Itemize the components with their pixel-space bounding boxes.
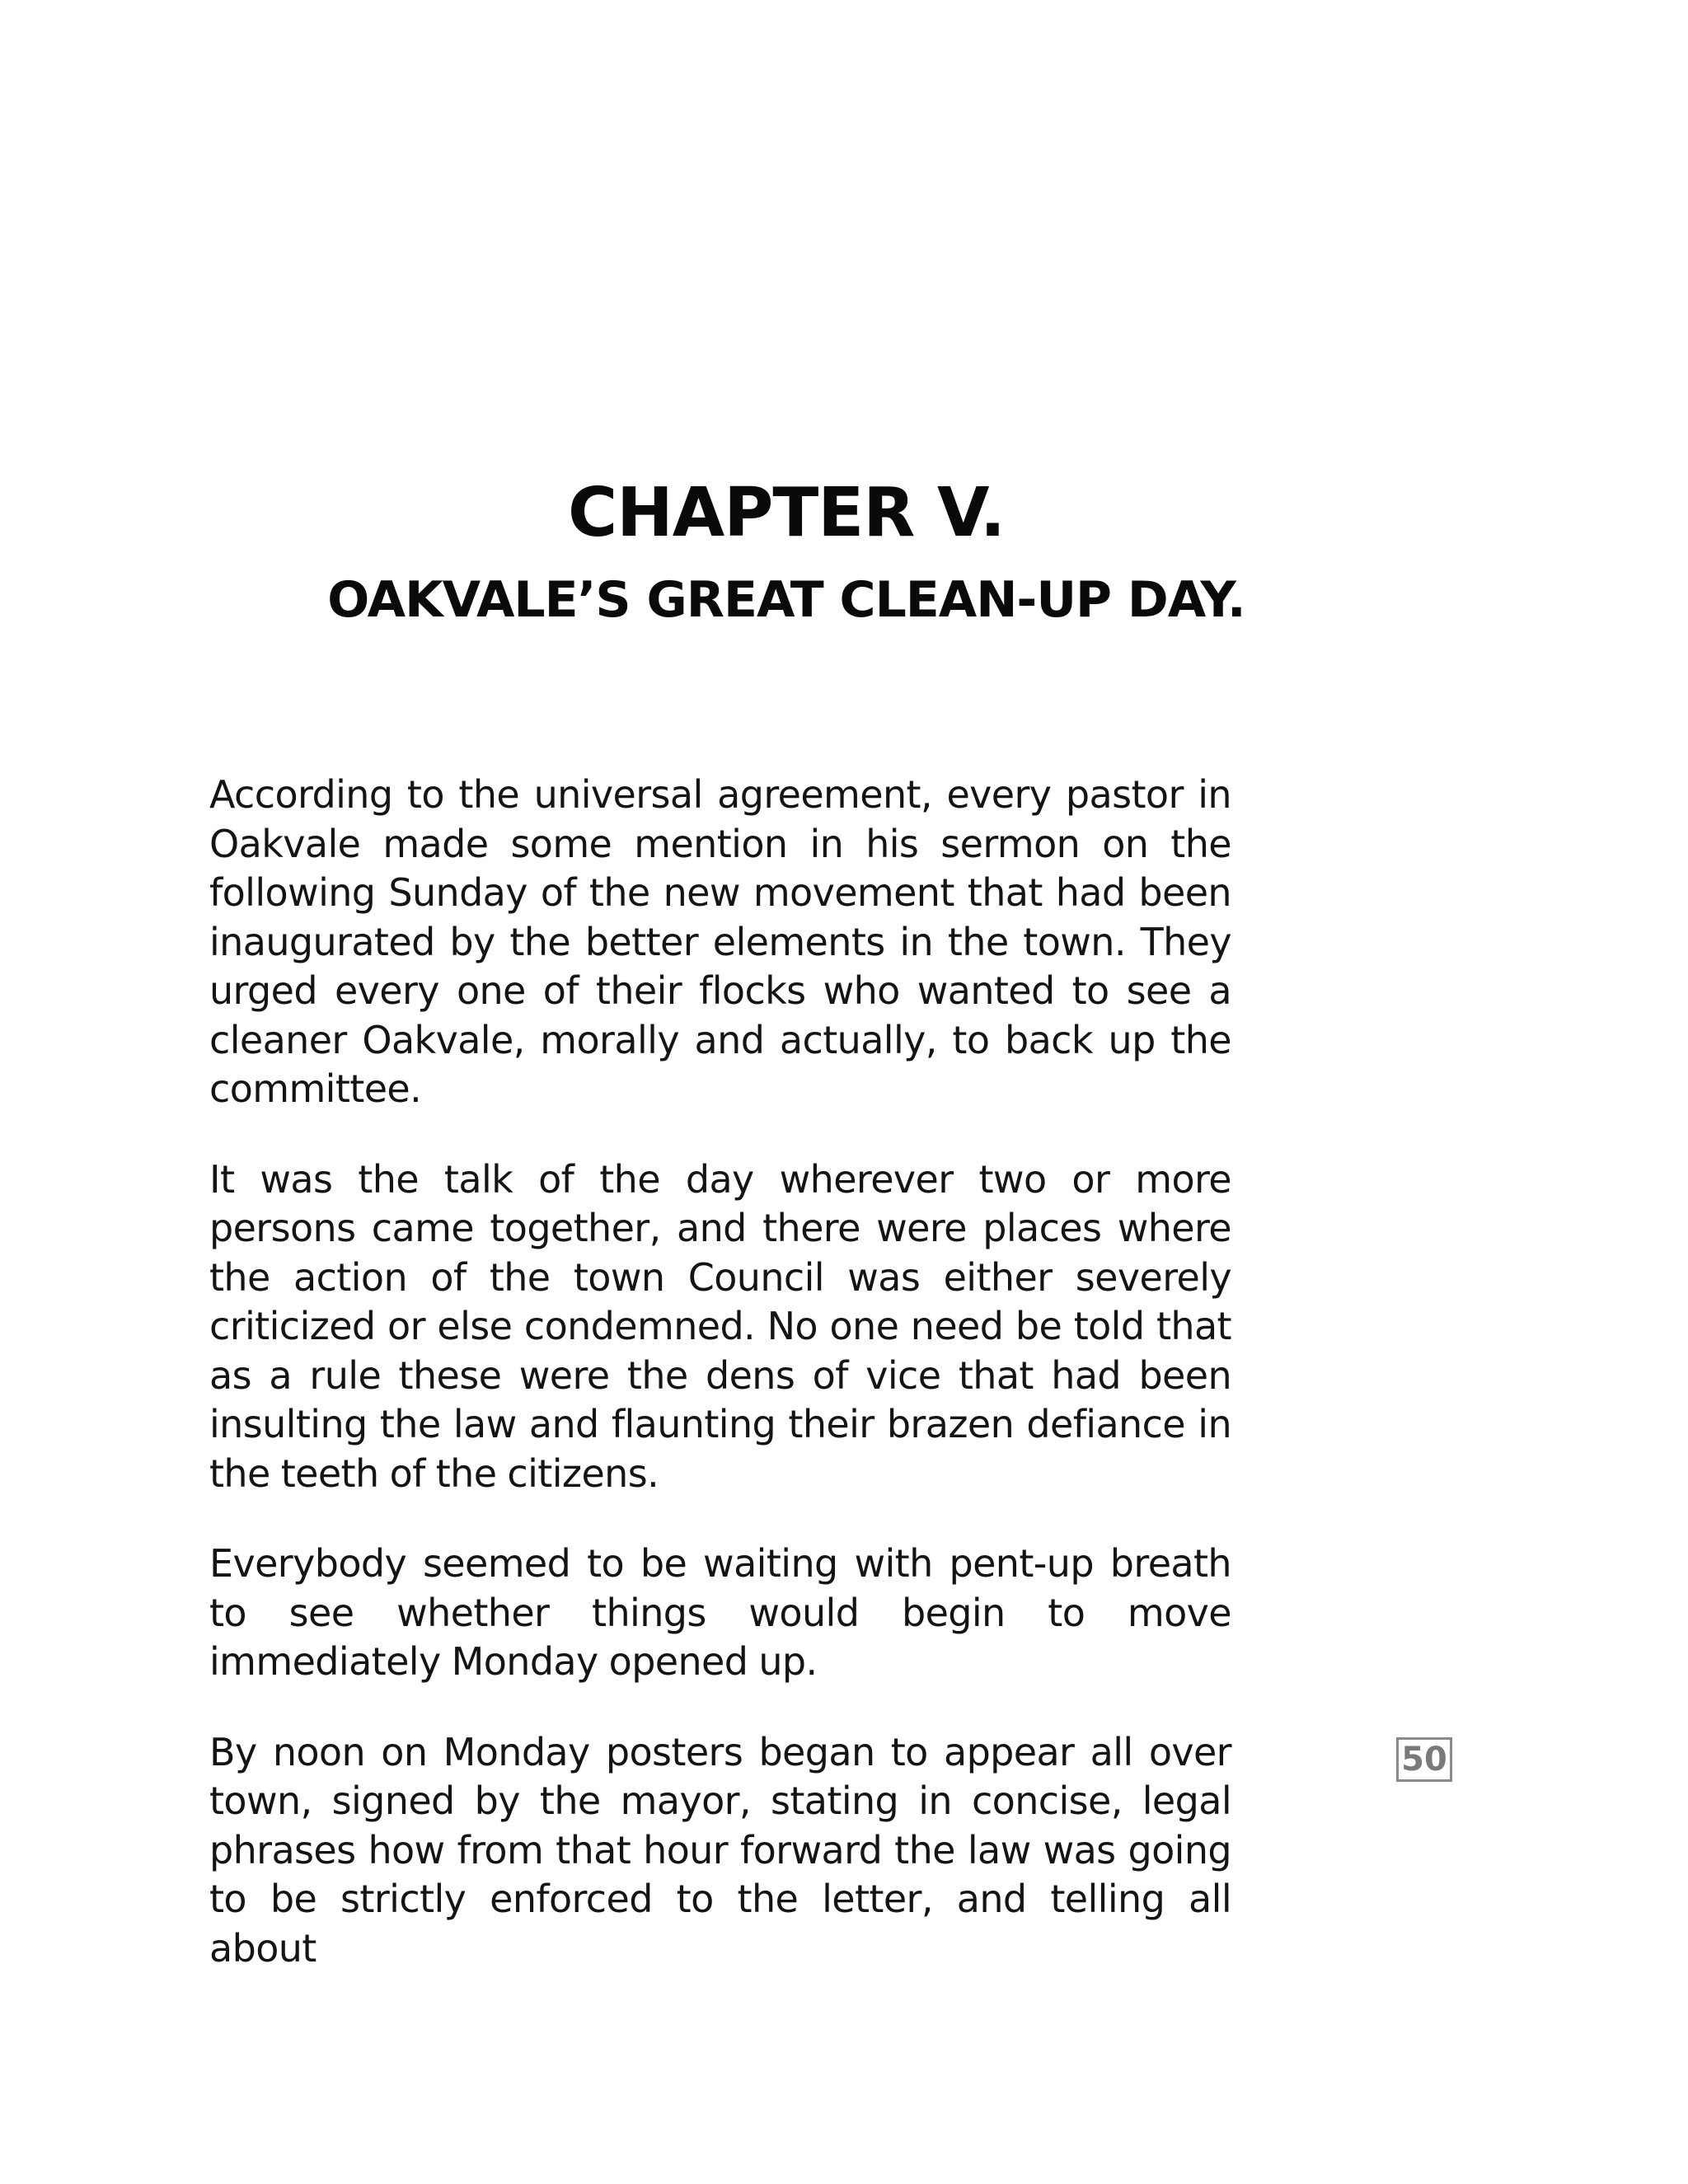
paragraph-1: According to the universal agreement, every pastor in Oakvale made some mention in his sermon on the following Sunday of the new movement that had been inaugurated by the better elements in the town. They urged every one of their flocks who wanted to see a cleaner Oakvale, morally and actually, to back up the committee. bbox=[209, 772, 1231, 1111]
chapter-number: CHAPTER V. bbox=[567, 474, 1006, 552]
paragraph-2: It was the talk of the day wherever two or more persons came together, and there were places where the action of the town Council was either severely criticized or else condemned. No one need be told that as a rule these were the dens of vice that had been insulting the law and flaunting their brazen defiance in the teeth of the citizens. bbox=[209, 1156, 1231, 1496]
chapter-body bbox=[209, 771, 1231, 2014]
chapter-title: OAKVALE’S GREAT CLEAN-UP DAY. bbox=[327, 571, 1245, 629]
page-number: 50 bbox=[1396, 1737, 1452, 1782]
paragraph-3: Everybody seemed to be waiting with pent-up breath to see whether things would begin to move immediately Monday opened up. bbox=[209, 1541, 1231, 1684]
paragraph-4: By noon on Monday posters began to appear all over town, signed by the mayor, stating in concise, legal phrases how from that hour forward the law was going to be strictly enforced to the letter, and telling all about bbox=[209, 1729, 1231, 1971]
